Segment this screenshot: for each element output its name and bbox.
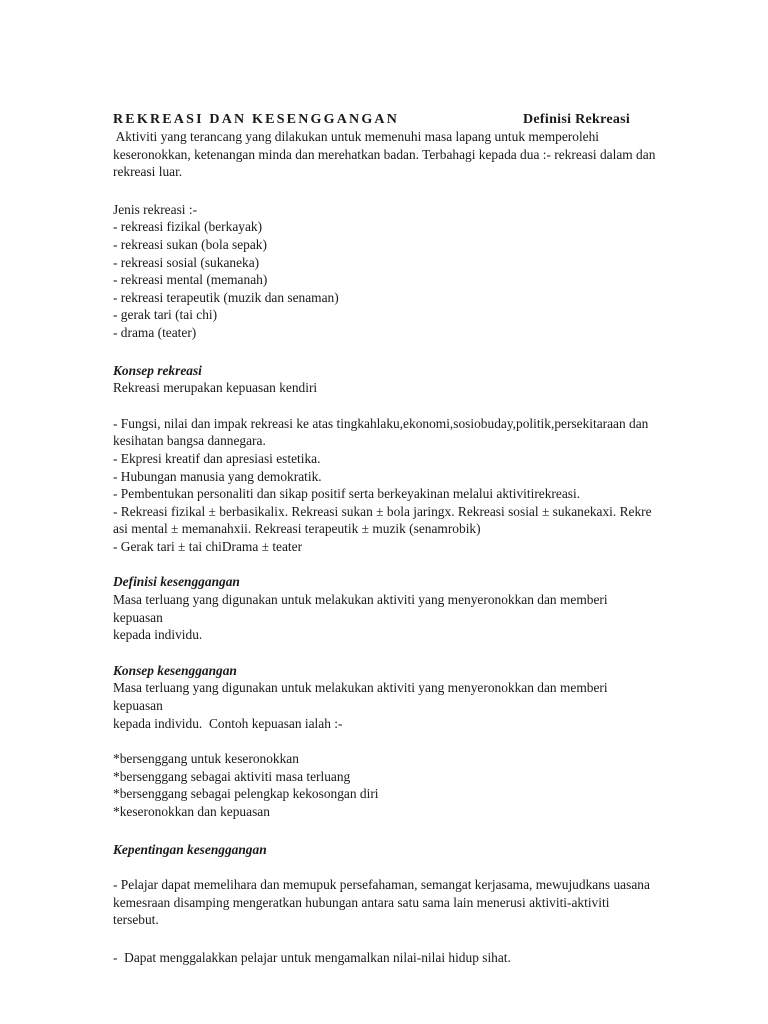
list-item: - rekreasi mental (memanah) — [113, 272, 268, 288]
konsep-point: - Rekreasi fizikal ± berbasikalix. Rekreasi sukan ± bola jaringx. Rekreasi sosial ± sukanekaxi. Rekre — [113, 503, 652, 519]
list-item: - rekreasi fizikal (berkayak) — [113, 219, 263, 235]
kepentingan-kesenggangan-heading: Kepentingan kesenggangan — [113, 841, 267, 857]
example-item: *bersenggang sebagai pelengkap kekosongan diri — [113, 786, 379, 802]
konsep-point: - Hubungan manusia yang demokratik. — [113, 468, 322, 484]
list-item: - drama (teater) — [113, 324, 197, 340]
intro-line: keseronokkan, ketenangan minda dan merehatkan badan. Terbahagi kepada dua :- rekreasi dalam dan — [113, 146, 656, 162]
example-item: *bersenggang untuk keseronokkan — [113, 751, 299, 767]
kepentingan-line: - Pelajar dapat memelihara dan memupuk persefahaman, semangat kerjasama, mewujudkans uasana — [113, 877, 650, 893]
definisi-kesenggangan-line: kepada individu. — [113, 627, 203, 643]
document-body — [113, 128, 658, 967]
konsep-point: kesihatan bangsa dannegara. — [113, 433, 266, 449]
list-item: - rekreasi sosial (sukaneka) — [113, 254, 260, 270]
jenis-rekreasi-heading: Jenis rekreasi :- — [113, 201, 198, 217]
konsep-point: - Gerak tari ± tai chiDrama ± teater — [113, 538, 303, 554]
example-item: *bersenggang sebagai aktiviti masa terluang — [113, 768, 351, 784]
konsep-point: asi mental ± memanahxii. Rekreasi terapeutik ± muzik (senamrobik) — [113, 521, 481, 537]
konsep-point: - Ekpresi kreatif dan apresiasi estetika. — [113, 450, 321, 466]
intro-line: Aktiviti yang terancang yang dilakukan untuk memenuhi masa lapang untuk memperolehi — [113, 129, 600, 144]
konsep-kesenggangan-heading: Konsep kesenggangan — [113, 662, 237, 678]
list-item: - rekreasi terapeutik (muzik dan senaman) — [113, 289, 339, 305]
konsep-point: - Fungsi, nilai dan impak rekreasi ke atas tingkahlaku,ekonomi,sosiobuday,politik,persekitaraan dan — [113, 415, 649, 431]
example-item: *keseronokkan dan kepuasan — [113, 804, 270, 819]
konsep-rekreasi-line: Rekreasi merupakan kepuasan kendiri — [113, 380, 318, 396]
intro-line: rekreasi luar. — [113, 164, 183, 180]
konsep-kesenggangan-line: kepada individu. Contoh kepuasan ialah :- — [113, 715, 343, 731]
definisi-rekreasi-heading: Definisi Rekreasi — [523, 112, 631, 127]
definisi-kesenggangan-heading: Definisi kesenggangan — [113, 574, 240, 590]
konsep-rekreasi-heading: Konsep rekreasi — [113, 362, 202, 378]
kepentingan-last-line: - Dapat menggalakkan pelajar untuk mengamalkan nilai-nilai hidup sihat. — [113, 949, 511, 965]
konsep-point: - Pembentukan personaliti dan sikap positif serta berkeyakinan melalui aktivitirekreasi. — [113, 486, 581, 502]
list-item: - gerak tari (tai chi) — [113, 307, 218, 323]
document-title: REKREASI DAN KESENGGANGAN — [113, 112, 400, 127]
definisi-kesenggangan-line: Masa terluang yang digunakan untuk melakukan aktiviti yang menyeronokkan dan memberi kepuasan — [113, 592, 608, 625]
list-item: - rekreasi sukan (bola sepak) — [113, 236, 267, 252]
kepentingan-line: kemesraan disamping mengeratkan hubungan antara satu sama lain menerusi aktiviti-aktiviti tersebut. — [113, 894, 610, 928]
konsep-kesenggangan-line: Masa terluang yang digunakan untuk melakukan aktiviti yang menyeronokkan dan memberi kepuasan — [113, 680, 608, 714]
